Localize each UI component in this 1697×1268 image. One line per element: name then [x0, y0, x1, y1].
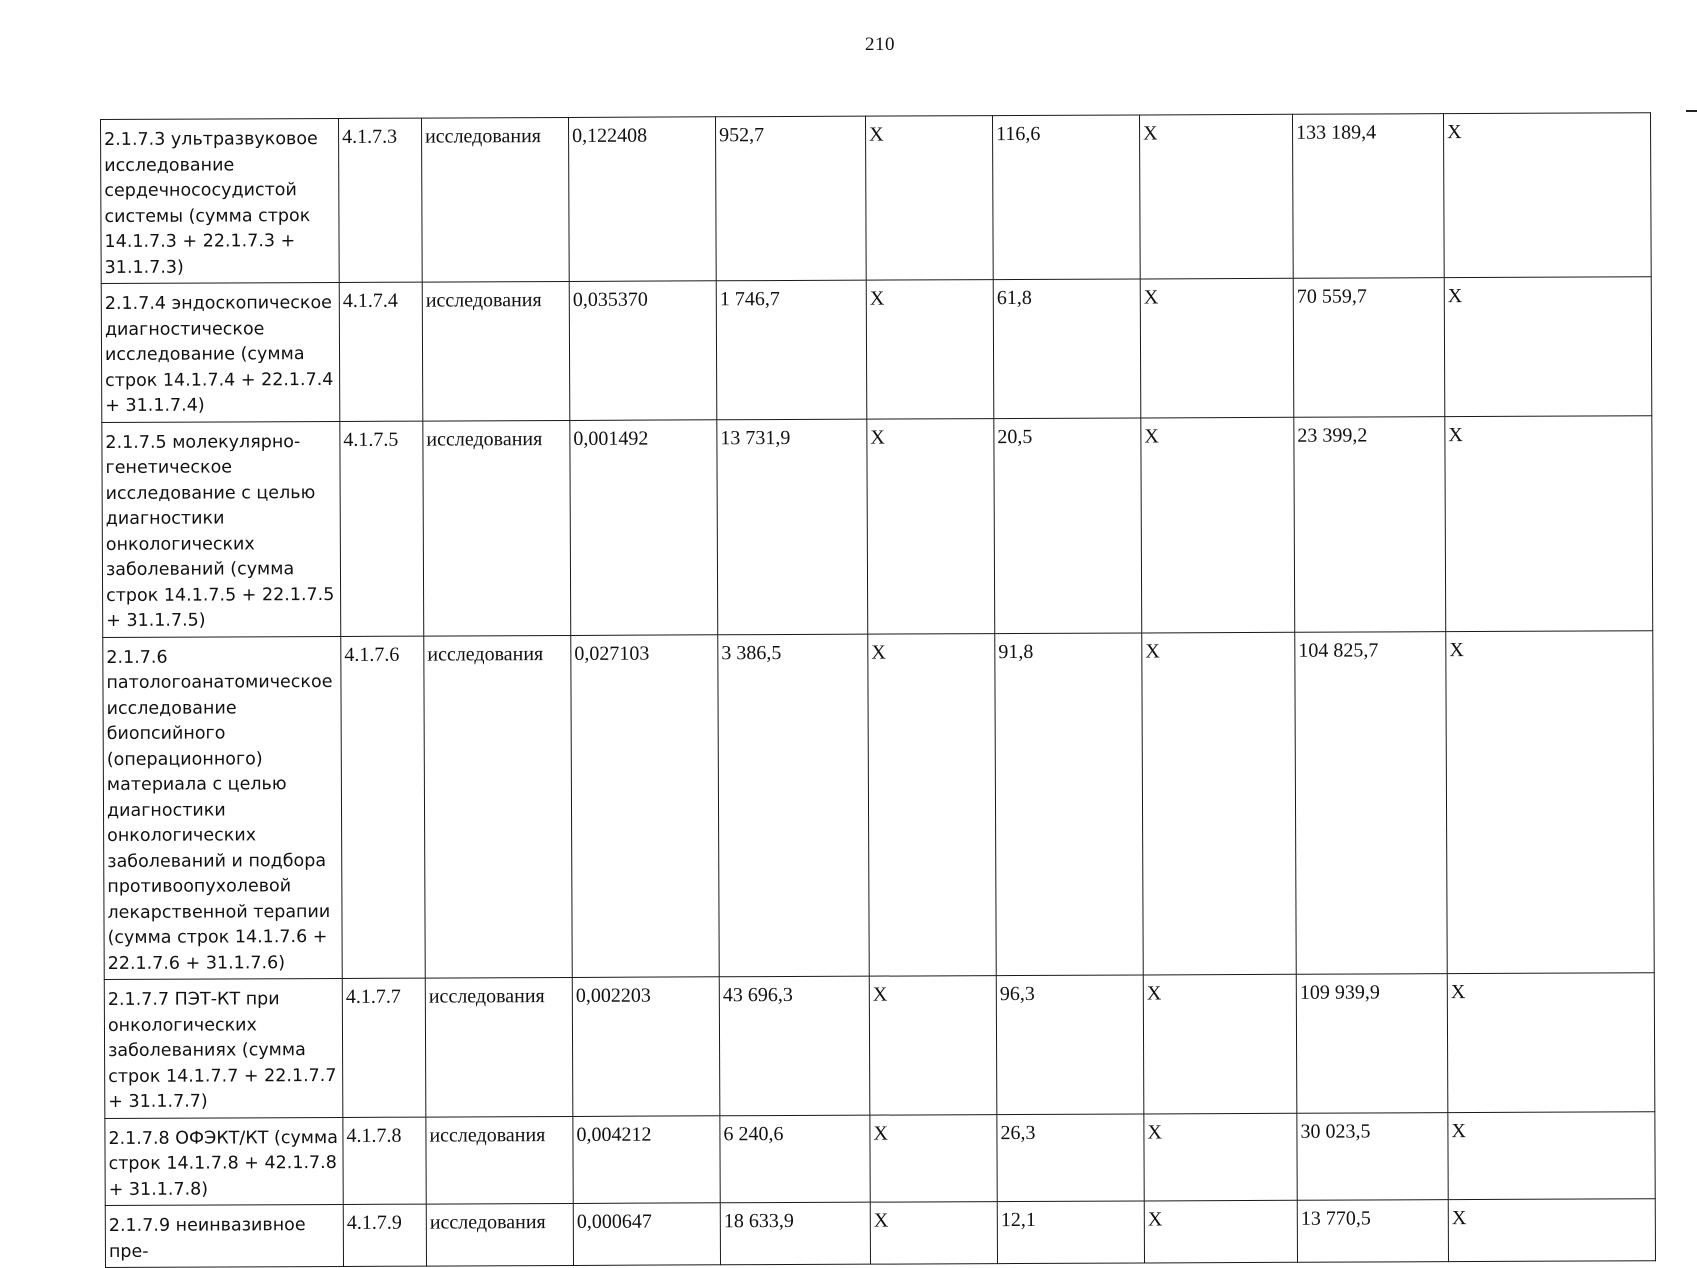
- row-total: 70 559,7: [1293, 278, 1445, 417]
- row-total: 30 023,5: [1297, 1112, 1448, 1200]
- row-cost: 1 746,7: [716, 280, 867, 419]
- data-table: [100, 112, 1656, 1268]
- row-x-marker: X: [1446, 630, 1654, 973]
- row-cost: 13 731,9: [717, 419, 868, 635]
- row-per-capita: 61,8: [993, 279, 1141, 418]
- row-x-marker: X: [1141, 417, 1295, 633]
- row-x-marker: X: [1144, 1200, 1297, 1263]
- row-cost: 952,7: [715, 116, 866, 281]
- row-x-marker: X: [865, 116, 993, 281]
- row-x-marker: X: [1447, 973, 1655, 1112]
- row-unit: исследования: [425, 977, 573, 1116]
- row-total: 23 399,2: [1294, 416, 1446, 632]
- row-x-marker: X: [1144, 1113, 1297, 1201]
- row-x-marker: X: [870, 1114, 997, 1202]
- page-number: 210: [865, 34, 895, 55]
- row-description: 2.1.7.3 ультразвуковое исследование сердечнососудистой системы (сумма строк 14.1.7.3 + 22.1.7.3 + 31.1.7.3): [101, 118, 340, 283]
- row-total: 13 770,5: [1297, 1200, 1448, 1263]
- row-x-marker: X: [1444, 277, 1652, 416]
- row-unit: исследования: [426, 1116, 573, 1204]
- row-x-marker: X: [1143, 974, 1297, 1113]
- row-description: 2.1.7.4 эндоскопическое диагностическое исследование (сумма строк 14.1.7.4 + 22.1.7.4 + 31.1.7.4): [101, 282, 340, 422]
- row-x-marker: X: [1448, 1199, 1655, 1262]
- row-x-marker: X: [866, 280, 994, 419]
- row-norm: 0,122408: [568, 117, 716, 282]
- row-unit: исследования: [422, 281, 570, 420]
- row-unit: исследования: [426, 1203, 573, 1266]
- row-norm: 0,000647: [573, 1203, 720, 1266]
- row-x-marker: X: [868, 633, 996, 976]
- row-norm: 0,001492: [570, 419, 718, 635]
- row-norm: 0,035370: [569, 281, 717, 420]
- table-row: [105, 1111, 1655, 1205]
- row-code: 4.1.7.8: [343, 1117, 426, 1205]
- row-per-capita: 96,3: [996, 975, 1144, 1114]
- row-description: 2.1.7.8 ОФЭКТ/КТ (сумма строк 14.1.7.8 + 42.1.7.8 + 31.1.7.8): [105, 1117, 343, 1206]
- row-x-marker: X: [1139, 114, 1293, 279]
- row-norm: 0,004212: [573, 1115, 720, 1203]
- row-per-capita: 20,5: [994, 417, 1142, 633]
- row-cost: 18 633,9: [720, 1202, 870, 1265]
- row-description: 2.1.7.6 патологоанатомическое исследование биопсийного (операционного) материала с целью диагностики онкологических заболеваний и подбора противоопухолевой лекарственной терапии (сумма строк 14.1.7.6 + 22.1.7.6 + 31.1.7.6): [103, 636, 342, 980]
- row-code: 4.1.7.3: [338, 118, 422, 282]
- row-unit: исследования: [424, 635, 572, 978]
- row-x-marker: X: [869, 976, 997, 1115]
- row-total: 109 939,9: [1296, 974, 1448, 1113]
- table-row: [101, 113, 1652, 284]
- row-cost: 43 696,3: [719, 976, 870, 1115]
- row-description: 2.1.7.7 ПЭТ-КТ при онкологических заболеваниях (сумма строк 14.1.7.7 + 22.1.7.7 + 31.1.7.7): [104, 978, 343, 1118]
- row-x-marker: X: [1443, 113, 1651, 278]
- table-row: [104, 973, 1655, 1118]
- row-code: 4.1.7.7: [342, 978, 426, 1117]
- table-row: [105, 1199, 1655, 1268]
- row-x-marker: X: [867, 418, 995, 634]
- row-x-marker: X: [1445, 415, 1653, 631]
- row-cost: 3 386,5: [718, 634, 869, 977]
- row-description: 2.1.7.5 молекулярно-генетическое исследование с целью диагностики онкологических заболеваний (сумма строк 14.1.7.5 + 22.1.7.5 + 31.1.7.5): [102, 421, 341, 637]
- row-unit: исследования: [423, 420, 571, 636]
- row-unit: исследования: [421, 117, 569, 282]
- edge-mark: [1686, 110, 1697, 112]
- row-code: 4.1.7.5: [340, 421, 424, 636]
- table-row: [101, 277, 1652, 422]
- row-x-marker: X: [870, 1202, 997, 1265]
- row-x-marker: X: [1140, 278, 1294, 417]
- row-description: 2.1.7.9 неинвазивное пре-: [105, 1204, 343, 1267]
- row-norm: 0,002203: [572, 977, 720, 1116]
- table-row: [102, 415, 1653, 637]
- row-norm: 0,027103: [571, 634, 719, 977]
- row-code: 4.1.7.6: [341, 636, 425, 979]
- row-total: 133 189,4: [1292, 114, 1444, 279]
- row-per-capita: 91,8: [995, 632, 1143, 975]
- row-per-capita: 26,3: [997, 1113, 1144, 1201]
- row-cost: 6 240,6: [720, 1115, 870, 1203]
- row-total: 104 825,7: [1295, 631, 1447, 974]
- row-per-capita: 12,1: [997, 1201, 1144, 1264]
- row-code: 4.1.7.4: [339, 282, 423, 421]
- row-code: 4.1.7.9: [343, 1204, 426, 1266]
- table-row: [103, 630, 1654, 979]
- row-x-marker: X: [1142, 632, 1296, 975]
- row-x-marker: X: [1448, 1111, 1655, 1199]
- row-per-capita: 116,6: [992, 115, 1140, 280]
